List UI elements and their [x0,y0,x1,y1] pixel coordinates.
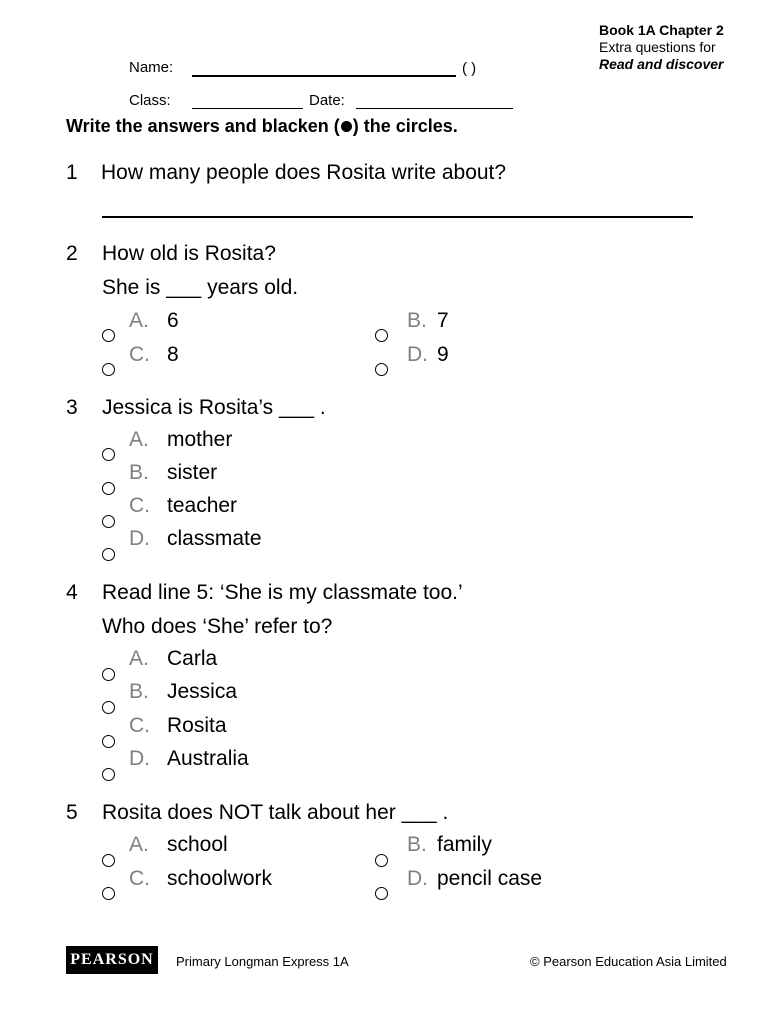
question-5-option-d-text: pencil case [437,867,543,890]
question-2-option-b-letter: B. [407,309,427,332]
question-5-option-d-letter: D. [407,867,428,890]
question-4-option-d-text: Australia [167,747,249,770]
extra-questions-label: Extra questions for [599,39,716,55]
footer-product: Primary Longman Express 1A [176,954,349,969]
question-2-option-c-text: 8 [167,343,179,366]
question-2-option-d-text: 9 [437,343,449,366]
question-2-option-d-letter: D. [407,343,428,366]
pearson-logo: PEARSON [66,946,158,974]
name-label: Name: [129,59,174,76]
question-3-option-a-circle[interactable] [102,448,115,461]
question-4-option-a-letter: A. [129,647,149,670]
book-chapter: Book 1A Chapter 2 [599,22,724,38]
question-2-text-line-2: She is ___ years old. [102,276,299,299]
question-4-option-c-letter: C. [129,714,150,737]
question-3-option-c-letter: C. [129,494,150,517]
class-number-parens: ( ) [462,60,477,77]
question-4-option-a-text: Carla [167,647,218,670]
question-2-option-a-circle[interactable] [102,329,115,342]
question-3-option-b-circle[interactable] [102,482,115,495]
question-3-option-a-text: mother [167,428,233,451]
question-2-option-c-circle[interactable] [102,363,115,376]
question-3-text: Jessica is Rosita’s ___ . [102,396,326,419]
footer-copyright: © Pearson Education Asia Limited [530,954,727,969]
question-5-option-c-text: schoolwork [167,867,273,890]
question-1-number: 1 [66,161,78,184]
question-2-option-a-letter: A. [129,309,149,332]
name-field[interactable] [192,75,456,77]
question-4-text: Read line 5: ‘She is my classmate too.’ [102,581,463,604]
class-label: Class: [129,92,171,109]
question-5-option-a-text: school [167,833,228,856]
question-5-option-b-text: family [437,833,492,856]
question-4-number: 4 [66,581,78,604]
section-title: Read and discover [599,56,724,72]
question-1-text: How many people does Rosita write about? [101,161,507,184]
question-3-option-c-text: teacher [167,494,238,517]
question-3-option-a-letter: A. [129,428,149,451]
question-4-option-b-letter: B. [129,680,149,703]
instructions-text-before: Write the answers and blacken ( [66,116,340,136]
date-label: Date: [309,92,345,109]
question-5-option-d-circle[interactable] [375,887,388,900]
question-5-option-a-circle[interactable] [102,854,115,867]
question-4-option-d-letter: D. [129,747,150,770]
question-4-text-line-2: Who does ‘She’ refer to? [102,615,333,638]
date-field[interactable] [356,108,513,109]
class-field[interactable] [192,108,303,109]
filled-circle-icon [341,121,352,132]
question-5-option-b-circle[interactable] [375,854,388,867]
question-5-number: 5 [66,801,78,824]
question-5-option-c-letter: C. [129,867,150,890]
question-2-option-b-circle[interactable] [375,329,388,342]
question-2-option-a-text: 6 [167,309,179,332]
question-3-option-b-letter: B. [129,461,149,484]
question-4-option-d-circle[interactable] [102,768,115,781]
question-4-option-c-circle[interactable] [102,735,115,748]
question-2-option-d-circle[interactable] [375,363,388,376]
question-2-option-b-text: 7 [437,309,449,332]
question-4-option-c-text: Rosita [167,714,227,737]
question-3-number: 3 [66,396,78,419]
question-4-option-b-circle[interactable] [102,701,115,714]
instructions-text-after: ) the circles. [352,116,458,136]
question-4-option-b-text: Jessica [167,680,238,703]
question-3-option-d-circle[interactable] [102,548,115,561]
question-3-option-c-circle[interactable] [102,515,115,528]
question-2-number: 2 [66,242,78,265]
instructions [66,116,458,137]
question-2-text: How old is Rosita? [102,242,276,265]
question-5-option-b-letter: B. [407,833,427,856]
question-1-answer-line[interactable] [102,216,693,218]
question-4-option-a-circle[interactable] [102,668,115,681]
question-5-option-c-circle[interactable] [102,887,115,900]
question-3-option-d-letter: D. [129,527,150,550]
question-3-option-b-text: sister [167,461,218,484]
question-5-text: Rosita does NOT talk about her ___ . [102,801,449,824]
question-5-option-a-letter: A. [129,833,149,856]
question-2-option-c-letter: C. [129,343,150,366]
question-3-option-d-text: classmate [167,527,262,550]
